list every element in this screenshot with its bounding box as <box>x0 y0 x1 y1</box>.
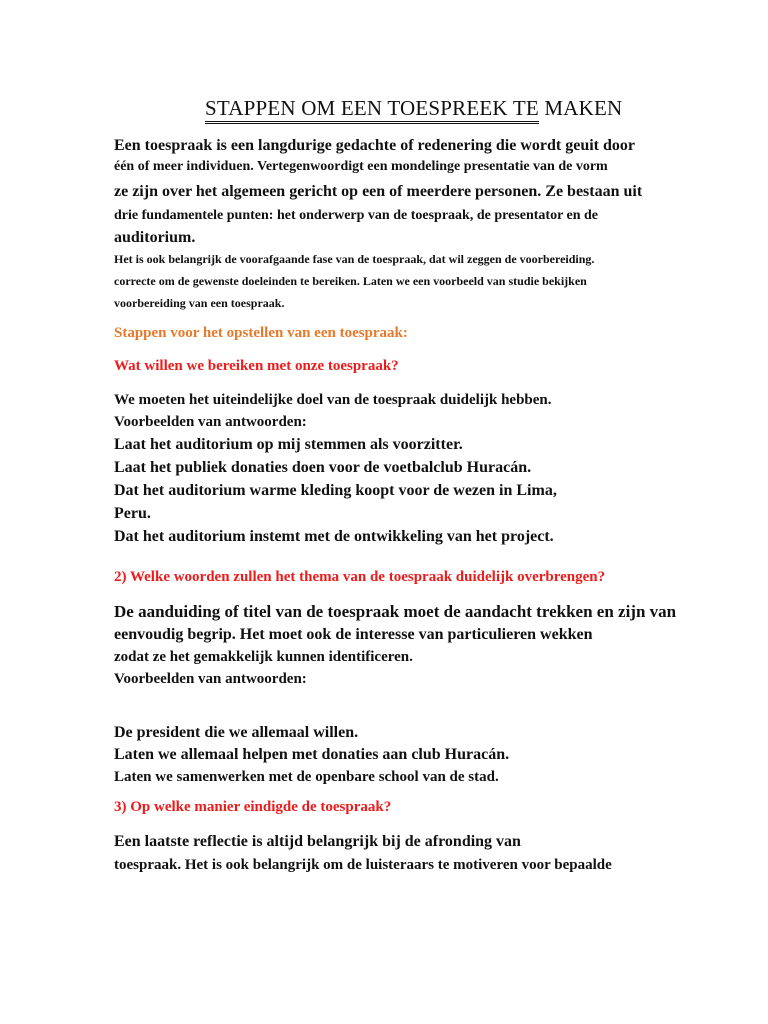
question-3-heading: 3) Op welke manier eindigde de toespraak? <box>114 799 392 815</box>
body-line: eenvoudig begrip. Het moet ook de interesse van particulieren wekken <box>114 626 593 643</box>
section-heading: Stappen voor het opstellen van een toespraak: <box>114 325 408 341</box>
intro-line: auditorium. <box>114 229 196 246</box>
question-1-body <box>114 389 557 548</box>
body-line: Peru. <box>114 505 151 522</box>
intro-line: Een toespraak is een langdurige gedachte of redenering die wordt geuit door <box>114 137 636 154</box>
page-title-tail: MAKEN <box>538 96 623 120</box>
body-line: Voorbeelden van antwoorden: <box>114 414 307 430</box>
body-line: Laat het auditorium op mij stemmen als voorzitter. <box>114 436 463 453</box>
body-line: Een laatste reflectie is altijd belangrijk bij de afronding van <box>114 833 521 850</box>
body-line: Laat het publiek donaties doen voor de voetbalclub Huracán. <box>114 459 532 476</box>
intro-line: ze zijn over het algemeen gericht op een of meerdere personen. Ze bestaan uit <box>114 183 643 200</box>
question-3-body <box>114 830 612 876</box>
question-2-body <box>114 600 676 690</box>
intro-line: correcte om de gewenste doeleinden te bereiken. Laten we een voorbeeld van studie bekijken <box>114 274 587 288</box>
body-line: Dat het auditorium instemt met de ontwikkeling van het project. <box>114 528 554 545</box>
intro-line: Het is ook belangrijk de voorafgaande fase van de toespraak, dat wil zeggen de voorbereiding. <box>114 252 595 266</box>
question-2-examples <box>114 722 509 788</box>
body-line: Voorbeelden van antwoorden: <box>114 671 307 687</box>
body-line: We moeten het uiteindelijke doel van de toespraak duidelijk hebben. <box>114 392 552 408</box>
question-2-heading: 2) Welke woorden zullen het thema van de toespraak duidelijk overbrengen? <box>114 569 606 585</box>
intro-paragraph <box>114 135 642 313</box>
body-line: Dat het auditorium warme kleding koopt voor de wezen in Lima, <box>114 482 557 499</box>
page-title-underlined: STAPPEN OM EEN TOESPREEK TE <box>205 96 539 124</box>
body-line: toespraak. Het is ook belangrijk om de luisteraars te motiveren voor bepaalde <box>114 857 612 873</box>
body-line: De president die we allemaal willen. <box>114 724 359 741</box>
intro-line: één of meer individuen. Vertegenwoordigt een mondelinge presentatie van de vorm <box>114 159 608 174</box>
body-line: Laten we samenwerken met de openbare school van de stad. <box>114 769 499 785</box>
body-line: zodat ze het gemakkelijk kunnen identificeren. <box>114 649 413 665</box>
body-line: Laten we allemaal helpen met donaties aan club Huracán. <box>114 746 510 763</box>
intro-line: voorbereiding van een toespraak. <box>114 296 285 310</box>
body-line: De aanduiding of titel van de toespraak moet de aandacht trekken en zijn van <box>114 602 677 621</box>
intro-line: drie fundamentele punten: het onderwerp van de toespraak, de presentator en de <box>114 208 599 223</box>
page-title <box>205 96 622 121</box>
question-1-heading: Wat willen we bereiken met onze toespraak? <box>114 358 399 374</box>
